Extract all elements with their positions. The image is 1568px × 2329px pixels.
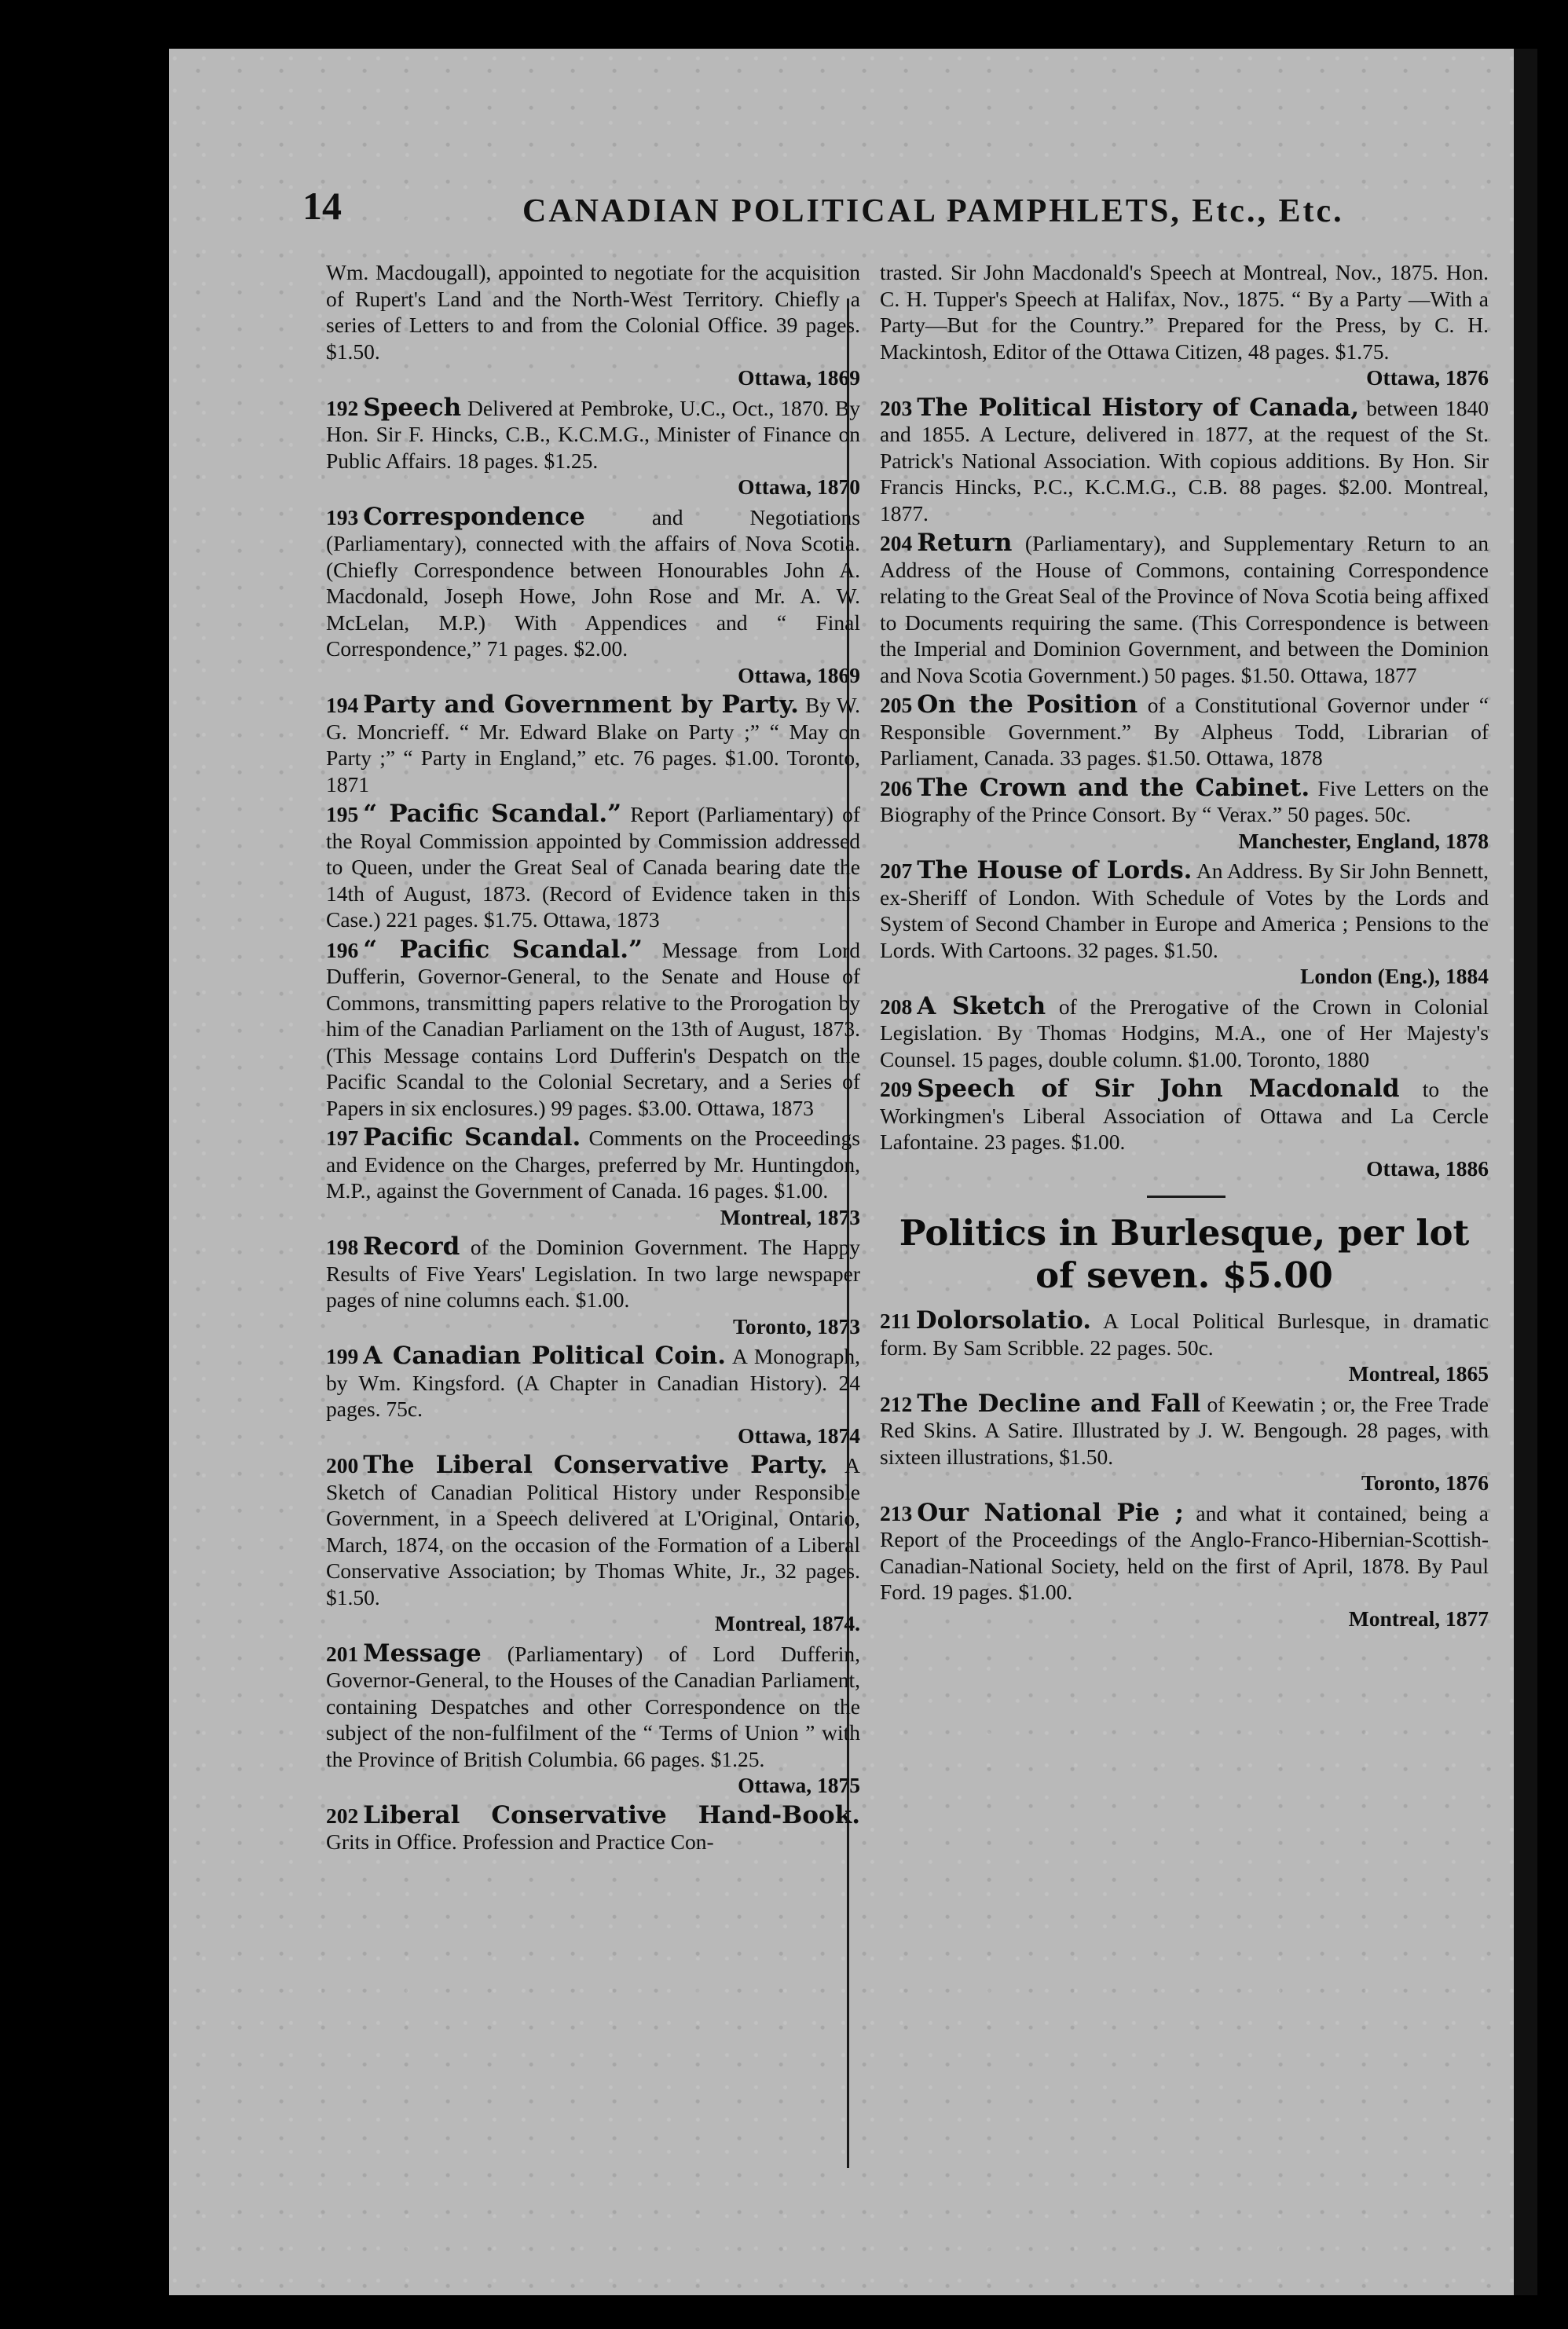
entry-number: 206 bbox=[880, 775, 913, 800]
entry-text: A Sketch of Canadian Political History under Responsible Government, in a Speech delivered at L'Original, Ontario, March, 1874, on the occasion of the Formation of a Liberal Conservative Association; by Thomas White, Jr., 32 pages. $1.50. bbox=[326, 1453, 861, 1609]
entry-title: The House of Lords. bbox=[917, 856, 1192, 884]
entry-title: “ Pacific Scandal.” bbox=[363, 935, 643, 964]
entry-place: Manchester, England, 1878 bbox=[1238, 828, 1489, 853]
entry-place: Montreal, 1874. bbox=[714, 1611, 860, 1635]
catalogue-entry bbox=[880, 858, 1489, 990]
entry-title: Return bbox=[917, 529, 1013, 557]
entry-number: 205 bbox=[880, 693, 913, 717]
entry-number: 211 bbox=[880, 1309, 911, 1333]
left-column bbox=[326, 259, 860, 1859]
entry-number: 200 bbox=[326, 1453, 359, 1478]
catalogue-entry bbox=[326, 504, 860, 689]
right-column bbox=[880, 259, 1489, 1635]
catalogue-entry bbox=[880, 775, 1489, 855]
running-head bbox=[302, 177, 1344, 247]
entry-place: Montreal, 1865 bbox=[1348, 1361, 1489, 1386]
entry-text: (Parliamentary) of Lord Dufferin, Governor-General, to the Houses of the Canadian Parliament, containing Despatches and other Correspondence on the subject of the non-fulfilment of the “ Terms of Union ” with the Province of British Columbia. 66 pages. $1.25. bbox=[326, 1641, 861, 1771]
catalogue-entry bbox=[880, 530, 1489, 688]
entry-title: The Decline and Fall bbox=[917, 1389, 1201, 1418]
entry-place: Ottawa, 1876 bbox=[1366, 365, 1489, 390]
entry-text: Message from Lord Dufferin, Governor-General, to the Senate and House of Commons, transmitting papers relative to the Prorogation by him of the Canadian Parliament on the 13th of August, 1873. (This Message contains Lord Dufferin's Despatch on the Pacific Scandal to the Colonial Secretary, and a Series of Papers in six enclosures.) 99 pages. $3.00. Ottawa, 1873 bbox=[326, 937, 860, 1120]
entry-text: An Address. By Sir John Bennett, ex-Sheriff of London. With Schedule of Votes by the Lords and System of Second Chamber in Europe and America ; Pensions to the Lords. With Cartoons. 32 pages. $1.50. bbox=[880, 859, 1489, 962]
entry-text: of Keewatin ; or, the Free Trade Red Skins. A Satire. Illustrated by J. W. Bengough. 28 pages, with sixteen illustrations, $1.50. bbox=[880, 1391, 1489, 1469]
burlesque-entry-list bbox=[880, 1308, 1489, 1631]
entry-number: 213 bbox=[880, 1500, 913, 1525]
entry-title: Record bbox=[363, 1232, 460, 1261]
catalogue-entry bbox=[880, 1391, 1489, 1496]
entry-place: Montreal, 1877 bbox=[1348, 1606, 1489, 1631]
entry-text: Grits in Office. Profession and Practice Con- bbox=[326, 1829, 714, 1854]
catalogue-entry bbox=[880, 1076, 1489, 1181]
binding-edge bbox=[1514, 49, 1537, 2295]
entry-title: Liberal Conservative Hand-Book. bbox=[363, 1800, 860, 1829]
entry-place: Ottawa, 1869 bbox=[738, 662, 860, 687]
entry-title: Our National Pie ; bbox=[917, 1498, 1184, 1527]
section-rule bbox=[1147, 1196, 1225, 1198]
entry-title: On the Position bbox=[917, 690, 1138, 719]
catalogue-entry bbox=[880, 1500, 1489, 1632]
entry-number: 195 bbox=[326, 802, 359, 826]
catalogue-entry bbox=[326, 692, 860, 797]
entry-text: to the Workingmen's Liberal Association of Ottawa and La Cercle Lafontaine. 23 pages. $1.00. bbox=[880, 1077, 1489, 1154]
entry-place: Ottawa, 1875 bbox=[738, 1773, 860, 1797]
entry-place: London (Eng.), 1884 bbox=[1300, 964, 1489, 988]
catalogue-entry bbox=[326, 1800, 860, 1855]
entry-number: 197 bbox=[326, 1126, 359, 1150]
entry-number: 209 bbox=[880, 1077, 913, 1101]
entry-title: Pacific Scandal. bbox=[363, 1123, 581, 1152]
entry-text: of the Dominion Government. The Happy Results of Five Years' Legislation. In two large newspaper pages of nine columns each. $1.00. bbox=[326, 1235, 860, 1312]
entry-number: 194 bbox=[326, 693, 359, 717]
entry-number: 212 bbox=[880, 1391, 913, 1416]
entry-number: 204 bbox=[880, 531, 913, 555]
entry-title: The Crown and the Cabinet. bbox=[917, 773, 1310, 802]
entry-number: 202 bbox=[326, 1803, 359, 1828]
entry-text: A Local Political Burlesque, in dramatic form. By Sam Scribble. 22 pages. 50c. bbox=[880, 1309, 1489, 1360]
entry-place: Ottawa, 1869 bbox=[738, 365, 860, 390]
catalogue-entry bbox=[326, 801, 860, 933]
entry-text: Comments on the Proceedings and Evidence on the Charges, preferred by Mr. Huntingdon, M.P., against the Government of Canada. 16 pages. $1.00. bbox=[326, 1126, 860, 1203]
left-entry-list bbox=[326, 395, 860, 1855]
entry-place: Toronto, 1876 bbox=[1361, 1470, 1489, 1495]
catalogue-entry bbox=[880, 692, 1489, 771]
entry-title: A Canadian Political Coin. bbox=[363, 1342, 726, 1370]
entry-text: Five Letters on the Biography of the Prince Consort. By “ Verax.” 50 pages. 50c. bbox=[880, 775, 1489, 826]
section-heading: Politics in Burlesque, per lot of seven. $5.00 bbox=[899, 1212, 1470, 1296]
entry-number: 208 bbox=[880, 994, 913, 1019]
entry-text: and what it contained, being a Report of the Proceedings of the Anglo-Franco-Hibernian-Scottish-Canadian-National Society, held on the first of April, 1878. By Paul Ford. 19 pages. $1.00. bbox=[880, 1500, 1489, 1604]
catalogue-entry bbox=[326, 1452, 860, 1637]
entry-number: 199 bbox=[326, 1344, 359, 1368]
entry-place: Ottawa, 1886 bbox=[1366, 1155, 1489, 1181]
entry-place: Ottawa, 1870 bbox=[738, 474, 860, 499]
entry-text: and Negotiations (Parliamentary), connected with the affairs of Nova Scotia. (Chiefly Correspondence between Honourables John A. Macdonald, Joseph Howe, John Rose and Mr. A. W. McLelan, M.P.) With Appendices and “ Final Correspondence,” 71 pages. $2.00. bbox=[326, 504, 860, 661]
entry-number: 207 bbox=[880, 859, 913, 883]
entry-title: Speech of Sir John Macdonald bbox=[917, 1075, 1400, 1103]
entry-number: 203 bbox=[880, 395, 913, 420]
catalogue-entry bbox=[326, 1125, 860, 1230]
entry-number: 201 bbox=[326, 1641, 359, 1666]
entry-text: of a Constitutional Governor under “ Responsible Government.” By Alpheus Todd, Librarian of Parliament, Canada. 33 pages. $1.50. Ottawa, 1878 bbox=[880, 693, 1489, 770]
entry-title: A Sketch bbox=[917, 991, 1046, 1020]
entry-title: Party and Government by Party. bbox=[363, 690, 799, 719]
page-number: 14 bbox=[302, 184, 342, 228]
entry-title: Correspondence bbox=[363, 502, 585, 531]
entry-place: Toronto, 1873 bbox=[733, 1313, 860, 1338]
entry-title: The Liberal Conservative Party. bbox=[363, 1451, 828, 1479]
catalogue-entry bbox=[880, 1308, 1489, 1387]
catalogue-entry bbox=[326, 1641, 860, 1799]
entry-number: 192 bbox=[326, 395, 359, 420]
continued-entry bbox=[880, 259, 1489, 391]
catalogue-entry bbox=[326, 1343, 860, 1448]
entry-title: The Political History of Canada, bbox=[917, 393, 1360, 422]
entry-text: Wm. Macdougall), appointed to negotiate for the acquisition of Rupert's Land and the North-West Territory. Chiefly a series of Letters to and from the Colonial Office. 39 pages. $1.50. bbox=[326, 260, 860, 364]
entry-text: (Parliamentary), and Supplementary Return to an Address of the House of Commons, containing Correspondence relating to the Great Seal of the Province of Nova Scotia being affixed to Documents requiring the same. (This Correspondence is between the Imperial and Dominion Government, and between the Dominion and Nova Scotia Government.) 50 pages. $1.50. Ottawa, 1877 bbox=[880, 531, 1489, 687]
entry-title: Message bbox=[363, 1639, 482, 1668]
entry-title: Dolorsolatio. bbox=[915, 1306, 1092, 1335]
entry-number: 196 bbox=[326, 937, 359, 962]
entry-place: Ottawa, 1874 bbox=[738, 1423, 860, 1448]
entry-title: “ Pacific Scandal.” bbox=[363, 800, 622, 828]
entry-place: Montreal, 1873 bbox=[720, 1204, 860, 1229]
entry-number: 193 bbox=[326, 504, 359, 529]
page-header-title: CANADIAN POLITICAL PAMPHLETS, Etc., Etc. bbox=[522, 193, 1344, 229]
right-entry-list bbox=[880, 395, 1489, 1182]
entry-text: of the Prerogative of the Crown in Colonial Legislation. By Thomas Hodgins, M.A., one of Her Majesty's Counsel. 15 pages, double column. $1.00. Toronto, 1880 bbox=[880, 994, 1489, 1071]
continued-entry bbox=[326, 259, 860, 391]
entry-text: Delivered at Pembroke, U.C., Oct., 1870. By Hon. Sir F. Hincks, C.B., K.C.M.G., Minister of Finance on Public Affairs. 18 pages. $1.25. bbox=[326, 395, 861, 473]
entry-title: Speech bbox=[363, 393, 462, 422]
entry-text: Report (Parliamentary) of the Royal Commission appointed by Commission addressed to Queen, under the Great Seal of Canada bearing date the 14th of August, 1873. (Record of Evidence taken in this Case.) 221 pages. $1.75. Ottawa, 1873 bbox=[326, 802, 860, 932]
catalogue-entry bbox=[326, 395, 860, 500]
entry-number: 198 bbox=[326, 1235, 359, 1259]
catalogue-entry bbox=[880, 991, 1489, 1073]
entry-text: between 1840 and 1855. A Lecture, delivered in 1877, at the request of the St. Patrick's National Association. With copious additions. By Hon. Sir Francis Hincks, P.C., K.C.M.G., C.B. 88 pages. $2.00. Montreal, 1877. bbox=[880, 395, 1489, 525]
entry-text: By W. G. Moncrieff. “ Mr. Edward Blake on Party ;” “ May on Party ;” “ Party in England,” etc. 76 pages. $1.00. Toronto, 1871 bbox=[326, 693, 861, 796]
entry-text: trasted. Sir John Macdonald's Speech at Montreal, Nov., 1875. Hon. C. H. Tupper's Speech at Halifax, Nov., 1875. “ By a Party —With a Party—But for the Country.” Prepared for the Press, by C. H. Mackintosh, Editor of the Ottawa Citizen, 48 pages. $1.75. bbox=[880, 260, 1489, 364]
catalogue-entry bbox=[880, 395, 1489, 527]
entry-text: A Monograph, by Wm. Kingsford. (A Chapter in Canadian History). 24 pages. 75c. bbox=[326, 1344, 861, 1421]
catalogue-entry bbox=[326, 937, 860, 1122]
catalogue-entry bbox=[326, 1234, 860, 1339]
